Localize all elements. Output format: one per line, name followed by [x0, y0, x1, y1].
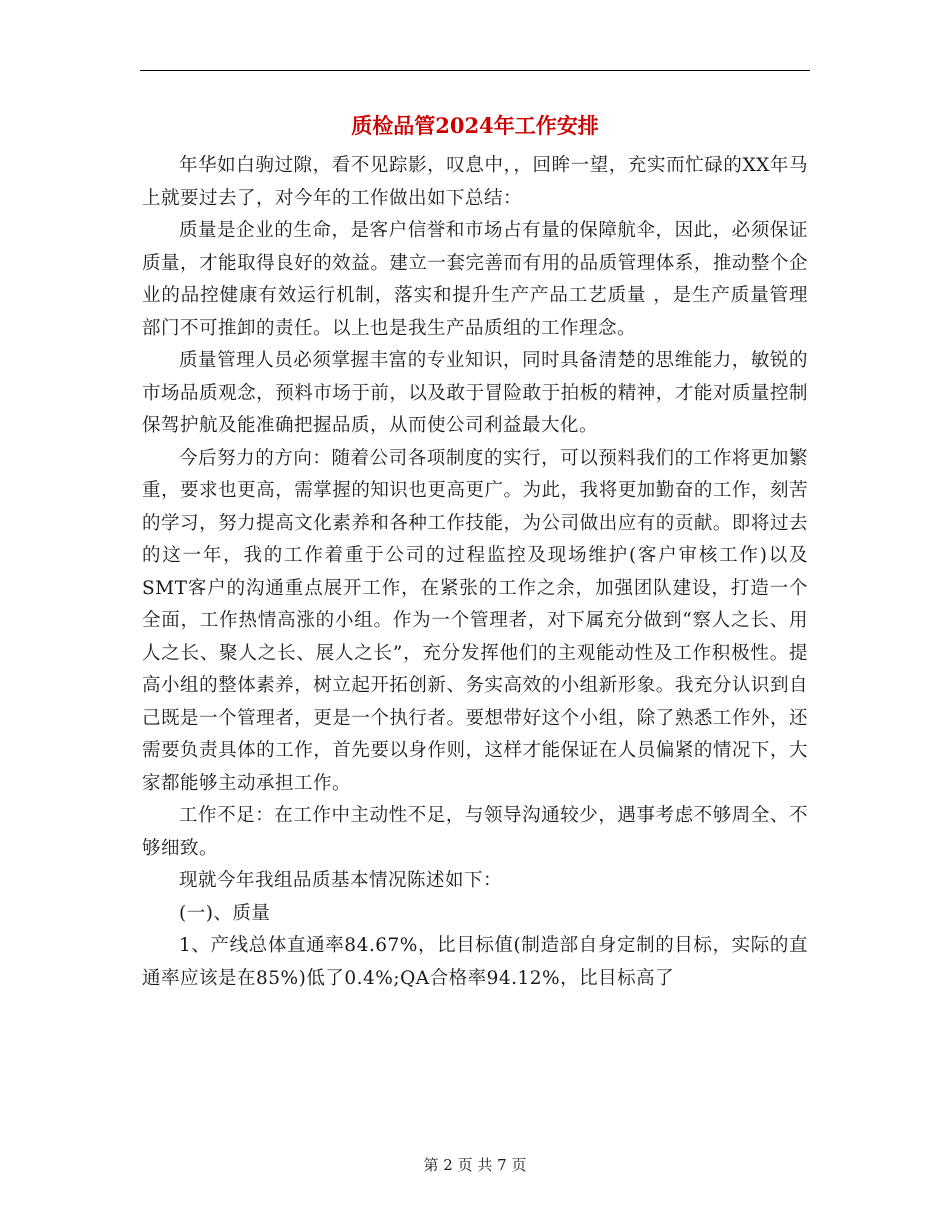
paragraph-manager-skills: 质量管理人员必须掌握丰富的专业知识，同时具备清楚的思维能力，敏锐的市场品质观念，预料市场于前，以及敢于冒险敢于拍板的精神，才能对质量控制保驾护航及能准确把握品质，从而使公司利益最大化。 [142, 350, 808, 436]
section-heading-quality: (一)、质量 [179, 902, 271, 924]
paragraph-pass-rate: 1、产线总体直通率84.67%，比目标值(制造部自身定制的目标，实际的直通率应该是在85%)低了0.4%;QA合格率94.12%，比目标高了 [142, 935, 808, 989]
page-number-footer: 第 2 页 共 7 页 [423, 1156, 527, 1174]
paragraph-future-direction: 今后努力的方向：随着公司各项制度的实行，可以预料我们的工作将更加繁重，要求也更高，需掌握的知识也更高更广。为此，我将更加勤奋的工作，刻苦的学习，努力提高文化素养和各种工作技能，为公司做出应有的贡献。即将过去的这一年，我的工作着重于公司的过程监控及现场维护(客户审核工作)以及SMT客户的沟通重点展开工作，在紧张的工作之余，加强团队建设，打造一个全面，工作热情高涨的小组。作为一个管理者，对下属充分做到“察人之长、用人之长、聚人之长、展人之长”，充分发挥他们的主观能动性及工作积极性。提高小组的整体素养，树立起开拓创新、务实高效的小组新形象。我充分认识到自己既是一个管理者，更是一个执行者。要想带好这个小组，除了熟悉工作外，还需要负责具体的工作，首先要以身作则，这样才能保证在人员偏紧的情况下，大家都能够主动承担工作。 [142, 447, 808, 794]
header-rule [140, 70, 810, 71]
document-title: 质检品管2024年工作安排 [351, 113, 599, 138]
paragraph-intro: 年华如白驹过隙，看不见踪影，叹息中，，回眸一望，充实而忙碌的XX年马上就要过去了，对今年的工作做出如下总结： [142, 155, 808, 209]
paragraph-shortcomings: 工作不足：在工作中主动性不足，与领导沟通较少，遇事考虑不够周全、不够细致。 [142, 805, 808, 859]
paragraph-quality-importance: 质量是企业的生命，是客户信誉和市场占有量的保障航伞，因此，必须保证质量，才能取得良好的效益。建立一套完善而有用的品质管理体系，推动整个企业的品控健康有效运行机制，落实和提升生产产品工艺质量 ，是生产质量管理部门不可推卸的责任。以上也是我生产品质组的工作理念。 [142, 220, 808, 339]
paragraph-status-intro: 现就今年我组品质基本情况陈述如下： [179, 870, 503, 891]
document-body [142, 150, 808, 995]
